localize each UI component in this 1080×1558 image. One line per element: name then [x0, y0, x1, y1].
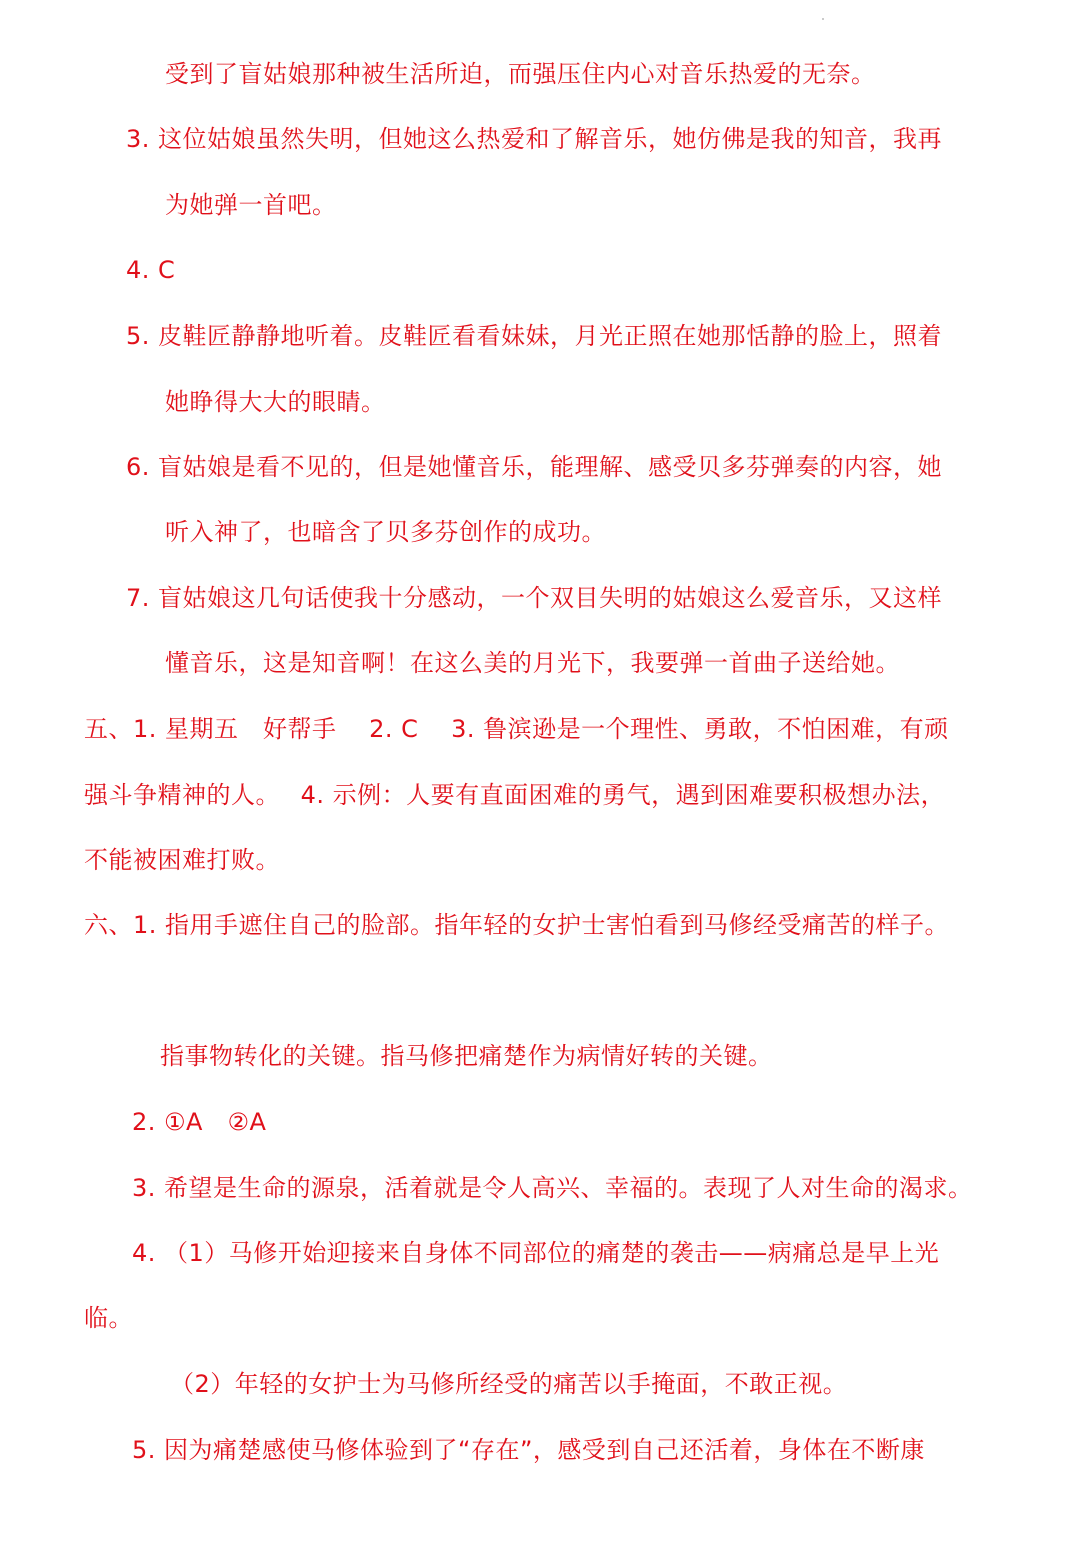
answer-line: 4. （1）马修开始迎接来自身体不同部位的痛楚的袭击——病痛总是早上光 — [132, 1239, 940, 1267]
answer-line: 5. 皮鞋匠静静地听着。皮鞋匠看看妹妹，月光正照在她那恬静的脸上，照着 — [126, 322, 943, 350]
answer-line: 强斗争精神的人。 4. 示例：人要有直面困难的勇气，遇到困难要积极想办法， — [84, 781, 946, 809]
section-6-line: 六、1. 指用手遮住自己的脸部。指年轻的女护士害怕看到马修经受痛苦的样子。 — [84, 911, 950, 939]
answer-line: 不能被困难打败。 — [84, 846, 280, 874]
answer-line: 3. 这位姑娘虽然失明，但她这么热爱和了解音乐，她仿佛是我的知音，我再 — [126, 125, 943, 153]
answer-line: 6. 盲姑娘是看不见的，但是她懂音乐，能理解、感受贝多芬弹奏的内容，她 — [126, 453, 943, 481]
scan-speck — [822, 18, 824, 20]
answer-line: 4. C — [126, 256, 176, 284]
answer-line: 临。 — [84, 1304, 133, 1332]
answer-line: 5. 因为痛楚感使马修体验到了“存在”，感受到自己还活着，身体在不断康 — [132, 1436, 925, 1464]
answer-line: 懂音乐，这是知音啊！在这么美的月光下，我要弹一首曲子送给她。 — [165, 649, 900, 677]
answer-line: 指事物转化的关键。指马修把痛楚作为病情好转的关键。 — [160, 1042, 773, 1070]
section-5-line: 五、1. 星期五 好帮手 2. C 3. 鲁滨逊是一个理性、勇敢，不怕困难，有顽 — [84, 715, 949, 743]
answer-line: （2）年轻的女护士为马修所经受的痛苦以手掩面，不敢正视。 — [170, 1370, 848, 1398]
answer-line: 受到了盲姑娘那种被生活所迫，而强压住内心对音乐热爱的无奈。 — [165, 60, 876, 88]
answer-line: 她睁得大大的眼睛。 — [165, 388, 386, 416]
answer-line: 3. 希望是生命的源泉，活着就是令人高兴、幸福的。表现了人对生命的渴求。 — [132, 1174, 973, 1202]
answer-line: 2. ①A ②A — [132, 1108, 267, 1136]
answer-line: 7. 盲姑娘这几句话使我十分感动，一个双目失明的姑娘这么爱音乐，又这样 — [126, 584, 943, 612]
answer-line: 为她弹一首吧。 — [165, 191, 337, 219]
answer-line: 听入神了，也暗含了贝多芬创作的成功。 — [165, 518, 606, 546]
